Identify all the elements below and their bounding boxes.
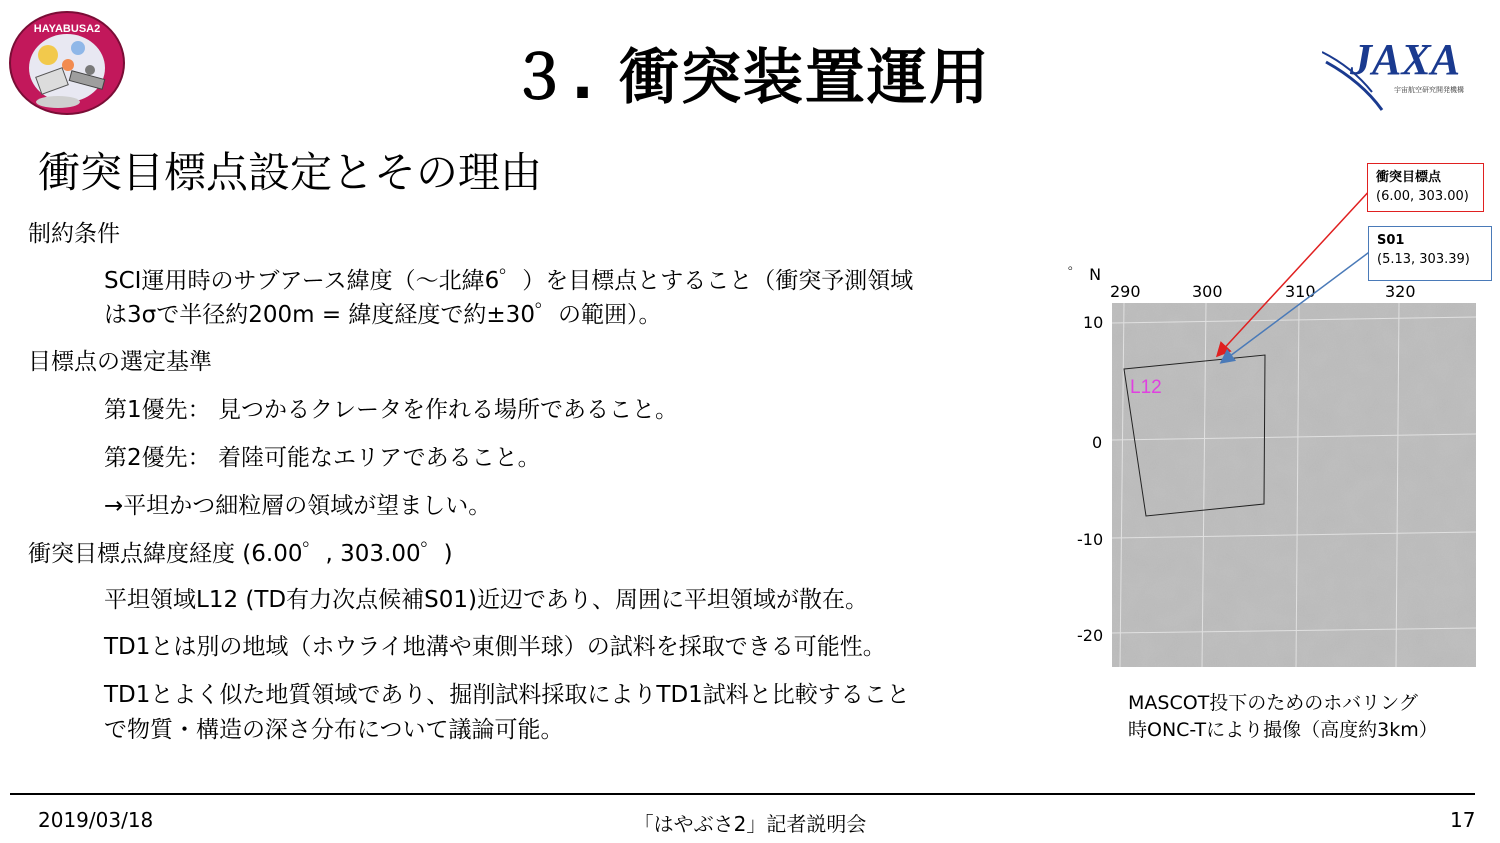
lon-tick-290: 290 (1110, 282, 1141, 301)
jaxa-logo (1322, 22, 1482, 114)
impact-target-callout (1367, 163, 1484, 212)
figure-caption-line2: 時ONC-Tにより撮像（高度約3km） (1128, 719, 1438, 741)
figure-caption (1128, 690, 1438, 744)
l12-region-label: L12 (1130, 377, 1162, 398)
lat-tick-minus20: -20 (1077, 626, 1104, 645)
jaxa-logo-text: JAXA (1350, 35, 1461, 84)
priority-2: 第2優先： 着陸可能なエリアであること。 (104, 445, 541, 471)
latitude-unit-label: ゜ N (1068, 265, 1102, 284)
s01-arrow (1222, 250, 1372, 362)
reason-1: 平坦領域L12 (TD有力次点候補S01)近辺であり、周囲に平坦領域が散在。 (104, 587, 868, 613)
priority-1: 第1優先： 見つかるクレータを作れる場所であること。 (104, 397, 678, 423)
priority-note: →平坦かつ細粒層の領域が望ましい。 (104, 493, 492, 519)
reason-3-line1: TD1とよく似た地質領域であり、掘削試料採取によりTD1試料と比較すること (104, 682, 910, 708)
lat-tick-minus10: -10 (1077, 530, 1104, 549)
impact-target-arrow (1218, 188, 1372, 355)
criteria-heading: 目標点の選定基準 (28, 349, 212, 375)
s01-callout (1368, 226, 1492, 281)
s01-callout-coords: (5.13, 303.39) (1377, 252, 1470, 267)
section-subtitle: 衝突目標点設定とその理由 (38, 148, 543, 197)
mission-logo-text: HAYABUSA2 (33, 23, 101, 35)
figure-caption-line1: MASCOT投下のためのホバリング (1128, 692, 1418, 714)
impact-target-callout-coords: (6.00, 303.00) (1376, 189, 1469, 204)
lon-tick-310: 310 (1285, 282, 1316, 301)
jaxa-logo-subtext: 宇宙航空研究開発機構 (1394, 86, 1464, 94)
constraints-text-line2: は3σで半径約200m = 緯度経度で約±30゜の範囲）。 (104, 302, 662, 328)
lon-tick-320: 320 (1385, 282, 1416, 301)
impact-target-callout-title: 衝突目標点 (1376, 170, 1442, 185)
footer-date: 2019/03/18 (38, 808, 154, 832)
lat-tick-0: 0 (1092, 433, 1103, 452)
target-heading: 衝突目標点緯度経度 (6.00゜, 303.00゜) (28, 541, 453, 567)
footer-divider (10, 793, 1475, 795)
page-title: ３. 衝突装置運用 (509, 43, 991, 113)
s01-callout-title: S01 (1377, 233, 1405, 248)
lon-tick-300: 300 (1192, 282, 1223, 301)
reason-3-line2: で物質・構造の深さ分布について議論可能。 (104, 717, 564, 743)
constraints-text-line1: SCI運用時のサブアース緯度（～北緯6゜）を目標点とすること（衝突予測領域 (104, 268, 914, 294)
lat-tick-10: 10 (1083, 313, 1104, 332)
constraints-heading: 制約条件 (28, 221, 120, 247)
page-number: 17 (1450, 808, 1476, 832)
reason-2: TD1とは別の地域（ホウライ地溝や東側半球）の試料を採取できる可能性。 (104, 634, 886, 660)
footer-event: 「はやぶさ2」記者説明会 (633, 812, 867, 836)
